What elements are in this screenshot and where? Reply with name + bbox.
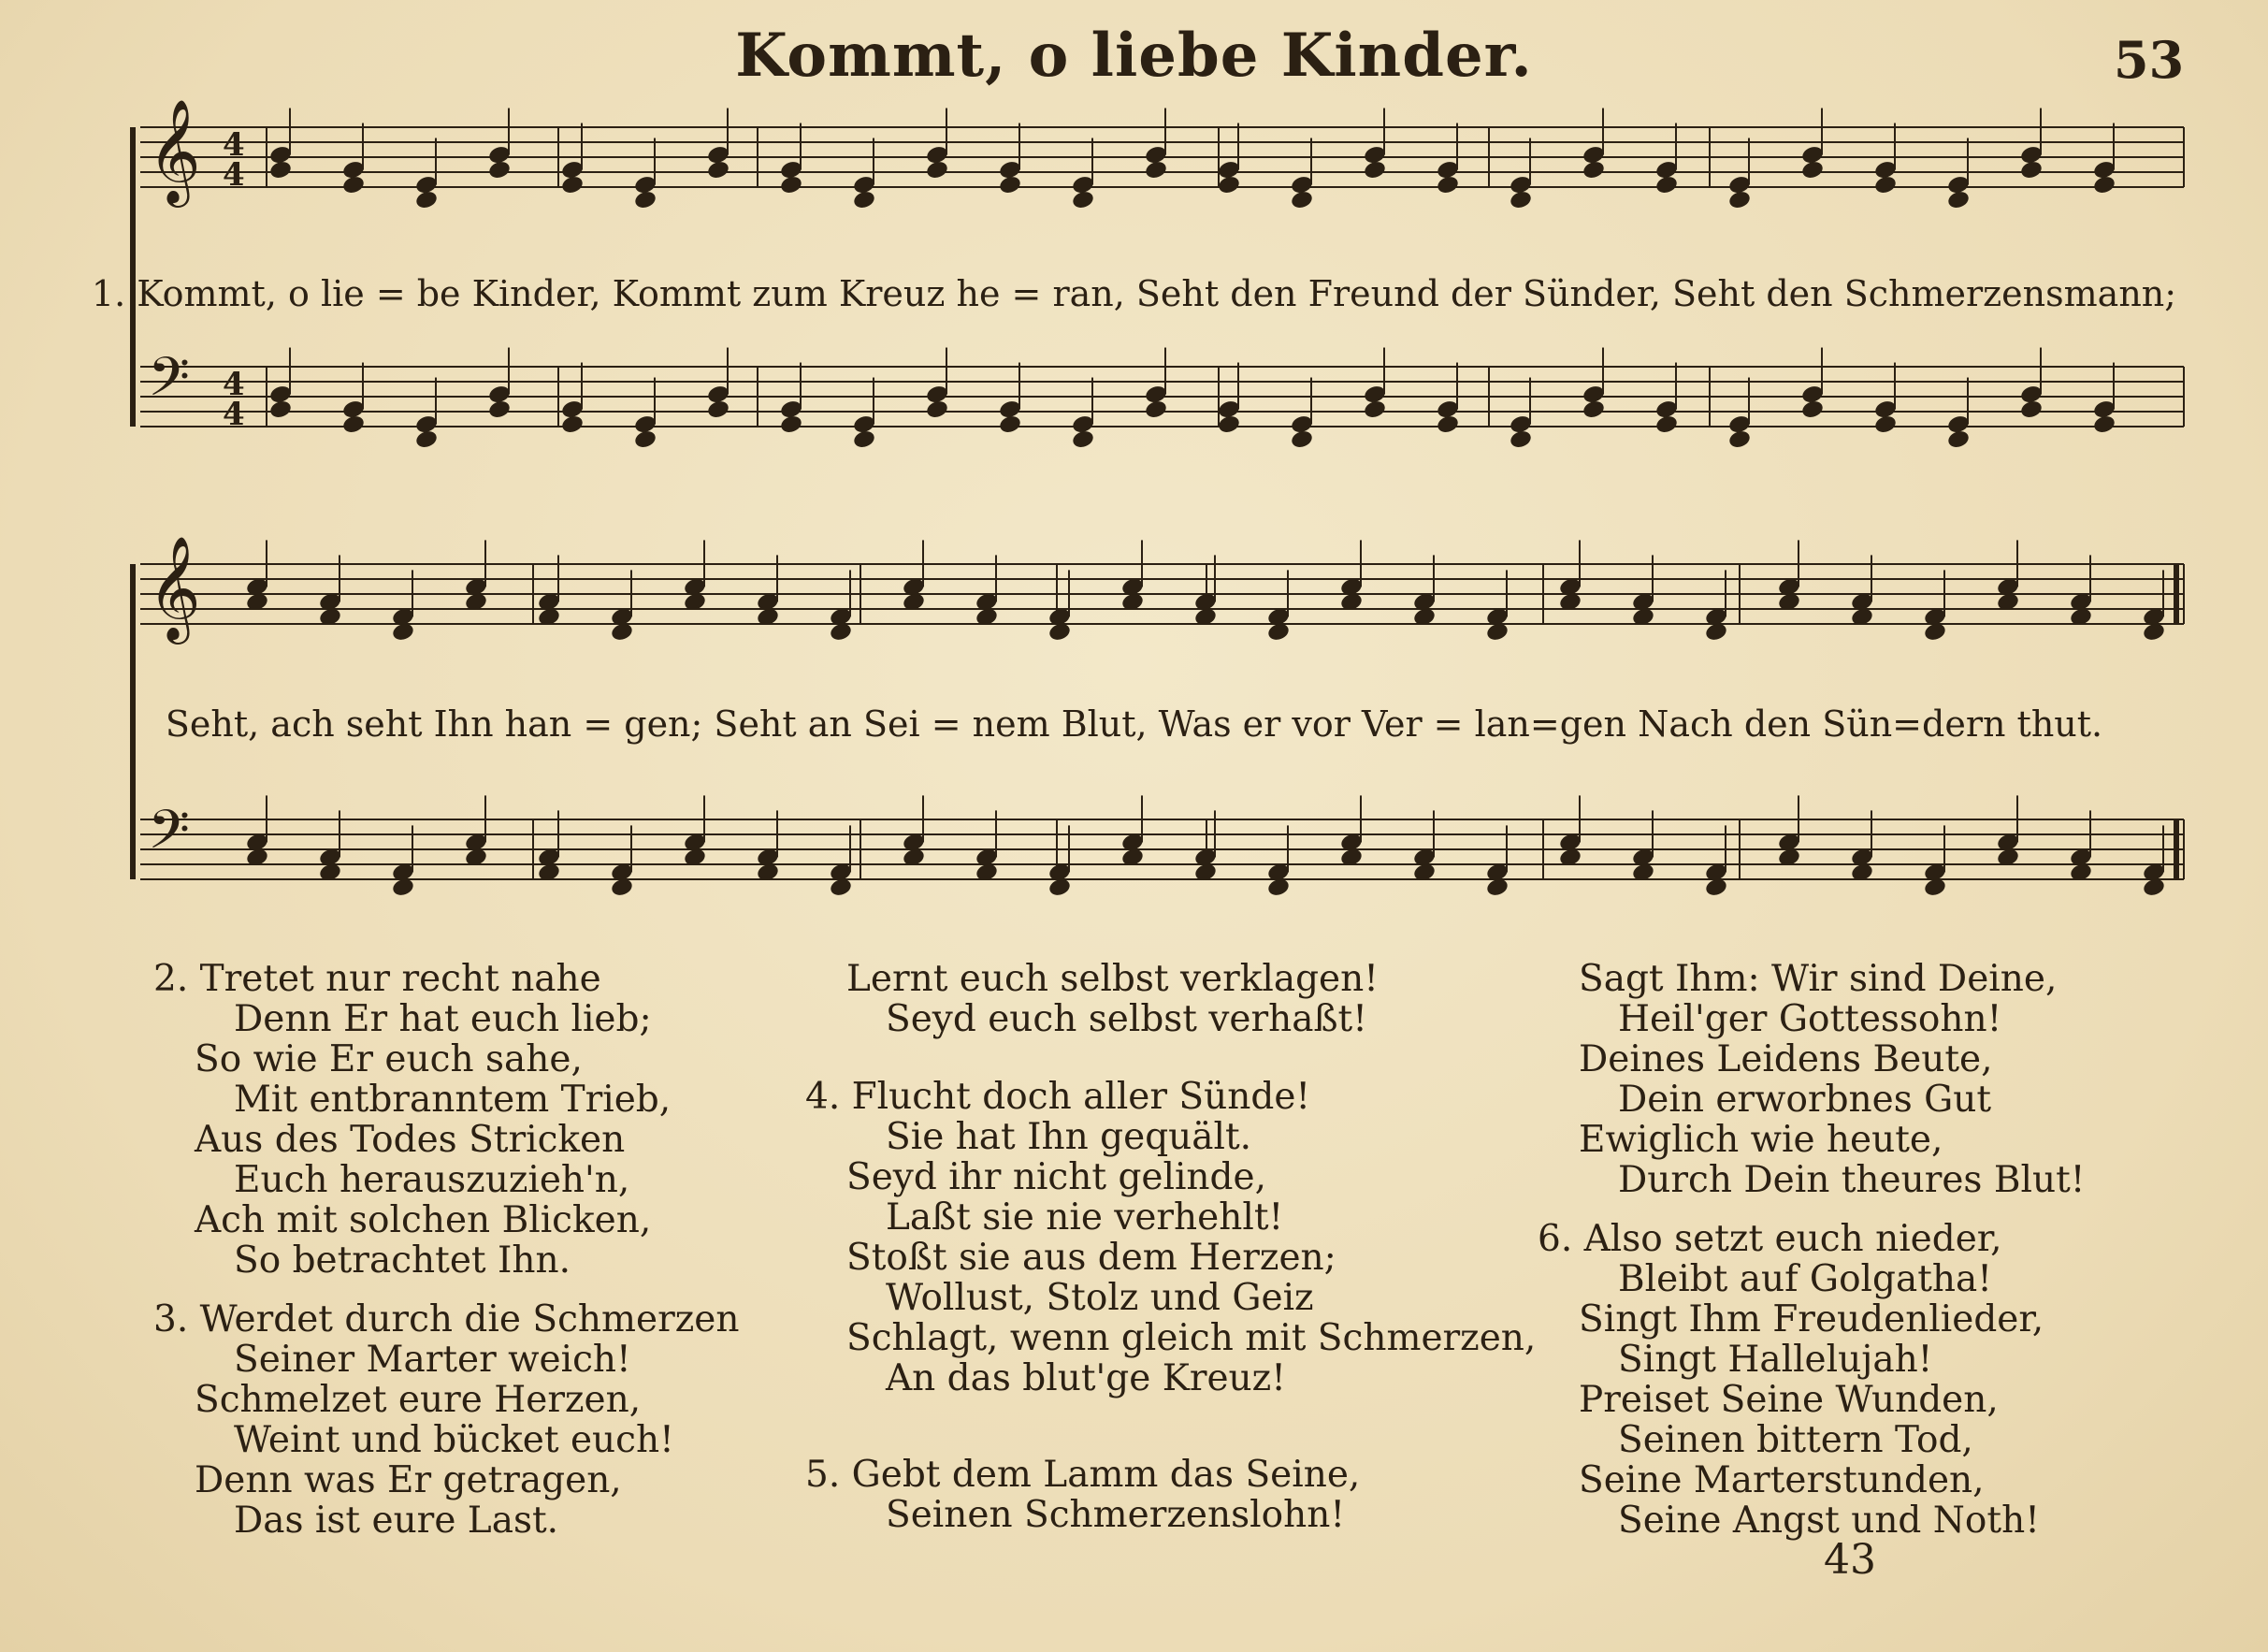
- note-head: [1946, 428, 1971, 450]
- note-head: [1290, 428, 1314, 450]
- note-head: [1363, 159, 1387, 181]
- verse-line: Schlagt, wenn gleich mit Schmerzen,: [846, 1317, 1537, 1359]
- verse-line: Wollust, Stolz und Geiz: [886, 1277, 1314, 1319]
- time-signature-top: 4: [223, 366, 245, 403]
- verse-column-2: [805, 958, 1537, 1554]
- note-head: [633, 189, 657, 210]
- note-head: [779, 413, 803, 435]
- note-head: [2092, 174, 2116, 196]
- note-head: [268, 399, 293, 420]
- verse-line: Mit entbranntem Trieb,: [234, 1079, 672, 1121]
- verse-line: An das blut'ge Kreuz!: [886, 1357, 1286, 1399]
- verse-line: 3. Werdet durch die Schmerzen: [153, 1298, 740, 1340]
- verse-line: Seine Angst und Noth!: [1618, 1500, 2040, 1542]
- verse-line: Das ist eure Last.: [234, 1500, 559, 1542]
- verse-line: Laßt sie nie verhehlt!: [886, 1196, 1284, 1239]
- note-head: [1800, 159, 1825, 181]
- note-head: [852, 189, 876, 210]
- note-head: [1582, 399, 1606, 420]
- verse-line: Seiner Marter weich!: [234, 1339, 631, 1381]
- note-head: [1654, 413, 1679, 435]
- verse-column-1: [153, 958, 740, 1559]
- note-head: [341, 174, 366, 196]
- hymn-title: Kommt, o liebe Kinder.: [735, 21, 1533, 91]
- note-head: [1144, 159, 1168, 181]
- footer-number: 43: [1824, 1536, 1876, 1584]
- note-head: [925, 159, 949, 181]
- verse-line: 5. Gebt dem Lamm das Seine,: [805, 1454, 1361, 1496]
- verse-line: Preiset Seine Wunden,: [1579, 1379, 1999, 1421]
- verse-line: Deines Leidens Beute,: [1579, 1038, 1993, 1080]
- note-head: [998, 413, 1022, 435]
- note-head: [560, 413, 585, 435]
- note-head: [998, 174, 1022, 196]
- bass-clef: 𝄢: [148, 798, 191, 875]
- note-head: [1800, 399, 1825, 420]
- verse-stanza: [846, 959, 1536, 1039]
- verse-stanza: [805, 1454, 1536, 1536]
- verse-line: So wie Er euch sahe,: [195, 1038, 583, 1080]
- note-head: [1071, 428, 1095, 450]
- verse-line: Stoßt sie aus dem Herzen;: [846, 1237, 1336, 1279]
- note-head: [1946, 189, 1971, 210]
- time-signature-top: 4: [223, 126, 245, 164]
- verse-stanza: [1538, 1218, 2085, 1542]
- note-head: [1217, 413, 1241, 435]
- note-head: [414, 428, 439, 450]
- verse-line: So betrachtet Ihn.: [234, 1239, 571, 1282]
- verse-line: Durch Dein theures Blut!: [1618, 1159, 2086, 1201]
- note-head: [1363, 399, 1387, 420]
- note-head: [560, 174, 585, 196]
- verse-column-3: [1538, 958, 2086, 1559]
- verse-line: Seinen bittern Tod,: [1618, 1419, 1973, 1461]
- note-head: [487, 399, 512, 420]
- lyric-line-1: 1. Kommt, o lie = be Kinder, Kommt zum Kreuz he = ran, Seht den Freund der Sünder, Seht den Schmerzensmann;: [91, 273, 2177, 314]
- verses-area: [0, 959, 2268, 1567]
- verse-line: Denn Er hat euch lieb;: [234, 998, 652, 1040]
- verse-line: Sie hat Ihn gequält.: [886, 1116, 1252, 1158]
- verse-line: Seinen Schmerzenslohn!: [886, 1494, 1345, 1536]
- time-signature-bottom: 4: [223, 396, 245, 433]
- note-head: [706, 399, 730, 420]
- verse-line: Singt Ihm Freudenlieder,: [1579, 1298, 2044, 1340]
- note-head: [2019, 399, 2044, 420]
- note-head: [633, 428, 657, 450]
- lyric-line-2: Seht, ach seht Ihn han = gen; Seht an Sei = nem Blut, Was er vor Ver = lan=gen Nach den Sün=dern thut.: [165, 703, 2103, 745]
- verse-line: 4. Flucht doch aller Sünde!: [805, 1076, 1311, 1118]
- note-head: [2019, 159, 2044, 181]
- time-signature-bottom: 4: [223, 156, 245, 194]
- note-head: [341, 413, 366, 435]
- note-head: [1727, 428, 1752, 450]
- verse-line: Dein erworbnes Gut: [1618, 1079, 1992, 1121]
- score-systems: [133, 98, 2184, 898]
- note-head: [1873, 413, 1898, 435]
- verse-line: Bleibt auf Golgatha!: [1618, 1258, 1992, 1300]
- verse-line: 2. Tretet nur recht nahe: [153, 958, 601, 1000]
- note-head: [852, 428, 876, 450]
- note-head: [925, 399, 949, 420]
- bass-clef: 𝄢: [148, 345, 191, 422]
- verse-line: Seyd euch selbst verhaßt!: [886, 998, 1367, 1040]
- note-head: [1509, 428, 1533, 450]
- verse-line: Heil'ger Gottessohn!: [1618, 998, 2002, 1040]
- note-head: [1727, 189, 1752, 210]
- note-head: [1217, 174, 1241, 196]
- note-head: [2092, 413, 2116, 435]
- verse-stanza: [153, 1298, 740, 1542]
- verse-line: Ach mit solchen Blicken,: [195, 1199, 652, 1241]
- verse-line: Euch herauszuzieh'n,: [234, 1159, 630, 1201]
- verse-line: Denn was Er getragen,: [195, 1459, 622, 1501]
- verse-line: Seine Marterstunden,: [1579, 1459, 1985, 1501]
- verse-stanza: [153, 958, 739, 1282]
- note-head: [268, 159, 293, 181]
- verse-stanza: [805, 1076, 1537, 1399]
- treble-clef: 𝄞: [148, 535, 201, 640]
- verse-line: Weint und bücket euch!: [234, 1419, 674, 1461]
- verse-line: Aus des Todes Stricken: [195, 1119, 626, 1161]
- note-head: [1290, 189, 1314, 210]
- page-number: 53: [2114, 30, 2185, 90]
- note-head: [1509, 189, 1533, 210]
- note-head: [1144, 399, 1168, 420]
- note-head: [706, 159, 730, 181]
- verse-stanza: [1579, 959, 2085, 1200]
- verse-line: Sagt Ihm: Wir sind Deine,: [1579, 958, 2058, 1000]
- verse-line: Singt Hallelujah!: [1618, 1339, 1933, 1381]
- note-head: [1436, 174, 1460, 196]
- note-head: [1873, 174, 1898, 196]
- note-head: [1071, 189, 1095, 210]
- verse-line: Seyd ihr nicht gelinde,: [846, 1156, 1266, 1198]
- treble-clef: 𝄞: [148, 98, 201, 203]
- note-head: [414, 189, 439, 210]
- note-head: [779, 174, 803, 196]
- verse-line: 6. Also setzt euch nieder,: [1538, 1218, 2002, 1260]
- note-head: [1654, 174, 1679, 196]
- verse-line: Lernt euch selbst verklagen!: [846, 958, 1379, 1000]
- note-head: [487, 159, 512, 181]
- verse-line: Ewiglich wie heute,: [1579, 1119, 1943, 1161]
- verse-line: Schmelzet eure Herzen,: [195, 1379, 642, 1421]
- note-head: [1436, 413, 1460, 435]
- note-head: [1582, 159, 1606, 181]
